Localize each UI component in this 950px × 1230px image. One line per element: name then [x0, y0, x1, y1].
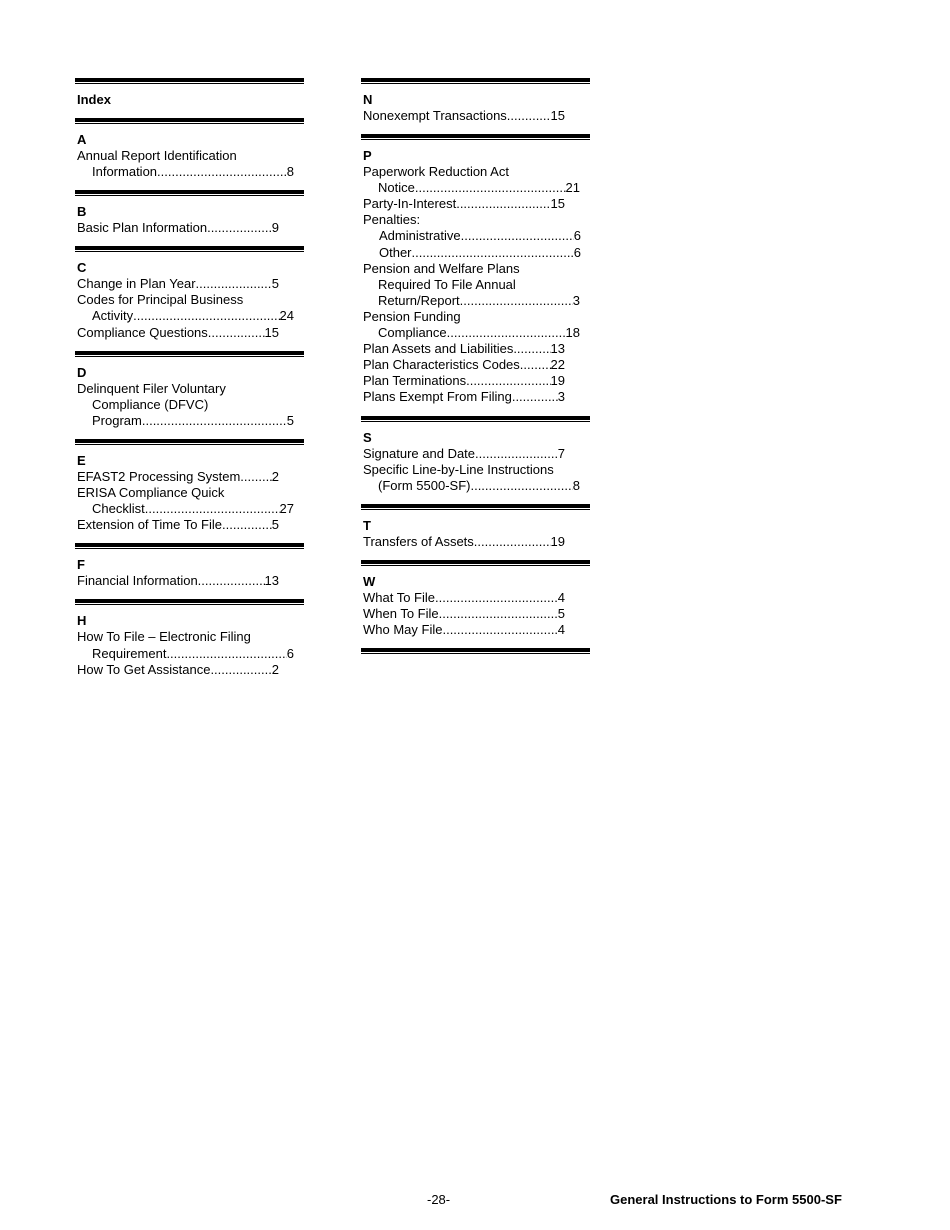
- dot-leader: [145, 501, 280, 517]
- page-ref: 6: [573, 244, 581, 260]
- page-ref: 5: [271, 517, 279, 533]
- entry-text: Transfers of Assets: [363, 533, 474, 549]
- index-section-b: [75, 196, 304, 246]
- page-ref: 4: [557, 622, 565, 638]
- index-entry: [77, 629, 302, 661]
- page-ref: 6: [573, 228, 581, 244]
- dot-leader: [470, 478, 572, 494]
- page-ref: 19: [550, 373, 565, 389]
- entry-text: Compliance: [378, 325, 447, 341]
- dot-leader: [460, 293, 573, 309]
- entry-text: Financial Information.: [77, 573, 202, 589]
- dot-leader: [461, 228, 574, 244]
- index-entry: [363, 606, 588, 622]
- entry-text: Pension Funding: [363, 308, 461, 324]
- page-ref: 19: [550, 533, 565, 549]
- section-rule: [361, 648, 590, 654]
- dot-leader: [157, 164, 287, 180]
- entry-text: Plan Assets and Liabilities: [363, 341, 514, 357]
- index-section-h: [75, 605, 304, 677]
- index-section-t: [361, 510, 590, 560]
- index-section-s: [361, 422, 590, 504]
- dot-leader: [475, 446, 558, 462]
- entry-text: Required To File Annual: [378, 276, 516, 292]
- dot-leader: [415, 180, 566, 196]
- page-ref: 22: [550, 357, 565, 373]
- page-ref: 15: [264, 324, 279, 340]
- entry-text: Change in Plan Year: [77, 276, 196, 292]
- index-title-section: [75, 84, 304, 118]
- dot-leader: [507, 108, 551, 124]
- entry-text: (Form 5500-SF): [378, 477, 471, 493]
- dot-leader: [240, 469, 271, 485]
- page-ref: 3: [572, 292, 580, 308]
- index-entry: [363, 357, 588, 373]
- entry-text: Paperwork Reduction Act: [363, 164, 509, 180]
- page-ref: 2: [271, 468, 279, 484]
- dot-leader: [442, 622, 557, 638]
- entry-text: Compliance (DFVC): [92, 396, 209, 412]
- page-ref: 9: [271, 220, 279, 236]
- index-left-column: [75, 78, 304, 678]
- index-entry: [363, 261, 588, 309]
- dot-leader: [520, 357, 551, 373]
- index-entry: [77, 325, 302, 341]
- section-letter: E: [77, 452, 86, 468]
- index-entry: [363, 373, 588, 389]
- index-section-w: [361, 566, 590, 648]
- index-entry: [77, 220, 302, 236]
- page-ref: 13: [550, 341, 565, 357]
- entry-text: Basic Plan Information: [77, 220, 208, 236]
- page-ref: 27: [279, 501, 294, 517]
- dot-leader: [210, 662, 271, 678]
- dot-leader: [208, 325, 265, 341]
- page-ref: 2: [271, 661, 279, 677]
- index-entry: [363, 389, 588, 405]
- index-entry: [77, 469, 302, 485]
- page-ref: 5: [286, 412, 294, 428]
- dot-leader: [222, 517, 272, 533]
- entry-text: Activity: [92, 308, 134, 324]
- index-entry: [363, 534, 588, 550]
- entry-text: Who May File: [363, 622, 443, 638]
- dot-leader: [412, 245, 574, 261]
- index-entry: [77, 573, 302, 589]
- page-ref: 8: [286, 164, 294, 180]
- index-entry: [363, 245, 588, 261]
- page-ref: 6: [286, 645, 294, 661]
- entry-text: Annual Report Identification: [77, 148, 237, 163]
- dot-leader: [466, 373, 550, 389]
- entry-text: Extension of Time To File: [77, 517, 222, 533]
- dot-leader: [166, 646, 286, 662]
- dot-leader: [474, 534, 551, 550]
- index-section-f: [75, 549, 304, 599]
- page-ref: 4: [557, 589, 565, 605]
- index-entry: [363, 622, 588, 638]
- section-letter: F: [77, 557, 85, 573]
- page-ref: 24: [279, 308, 294, 324]
- section-letter: B: [77, 204, 87, 220]
- document-title: General Instructions to Form 5500-SF: [610, 1192, 842, 1207]
- index-right-column: [361, 78, 590, 654]
- index-section-c: [75, 252, 304, 350]
- dot-leader: [145, 413, 286, 429]
- index-entry: [77, 662, 302, 678]
- dot-leader: [456, 196, 550, 212]
- section-letter: S: [363, 429, 372, 445]
- index-entry: [77, 517, 302, 533]
- page-ref: 13: [264, 573, 279, 589]
- section-letter: P: [363, 148, 372, 164]
- index-title: Index: [77, 92, 111, 107]
- entry-text: Delinquent Filer Voluntary: [77, 380, 226, 396]
- entry-text: EFAST2 Processing System: [77, 468, 241, 484]
- page-ref: 8: [572, 477, 580, 493]
- section-letter: D: [77, 364, 87, 380]
- section-letter: C: [77, 260, 87, 276]
- index-entry: [77, 148, 302, 180]
- index-entry: [363, 341, 588, 357]
- index-entry: [363, 164, 588, 196]
- entry-text: Return/Report: [378, 292, 460, 308]
- entry-text: Nonexempt Transactions: [363, 108, 507, 123]
- page-ref: 15: [550, 108, 565, 123]
- entry-text: How To Get Assistance: [77, 661, 211, 677]
- index-entry: [363, 462, 588, 494]
- index-section-n: [361, 84, 590, 134]
- entry-text: What To File: [363, 589, 436, 605]
- entry-text: How To File – Electronic Filing: [77, 629, 251, 645]
- index-entry: [363, 108, 588, 124]
- section-letter: W: [363, 573, 376, 589]
- page-ref: 21: [565, 180, 580, 196]
- page-ref: 5: [557, 605, 565, 621]
- entry-text: Program.: [92, 412, 146, 428]
- entry-text: Plans Exempt From Filing: [363, 389, 512, 405]
- index-entry: [363, 196, 588, 212]
- index-entry: [363, 590, 588, 606]
- page-number: -28-: [427, 1192, 451, 1207]
- index-entry: [77, 381, 302, 429]
- section-letter: H: [77, 613, 87, 629]
- entry-text: Checklist: [92, 501, 145, 517]
- entry-text: Party-In-Interest: [363, 196, 457, 212]
- entry-text: Information: [92, 164, 158, 180]
- entry-text: ERISA Compliance Quick: [77, 485, 225, 501]
- entry-text: Administrative: [379, 228, 461, 244]
- index-entry: [363, 228, 588, 244]
- page-ref: 5: [271, 276, 279, 292]
- entry-text: Signature and Date: [363, 445, 476, 461]
- index-entry: [363, 446, 588, 462]
- page-ref: 3: [557, 389, 565, 405]
- index-entry: [77, 276, 302, 292]
- entry-text: When To File: [363, 605, 439, 621]
- index-entry: [363, 212, 588, 228]
- dot-leader: [512, 389, 558, 405]
- index-entry: [363, 309, 588, 341]
- dot-leader: [207, 220, 272, 236]
- index-section-d: [75, 357, 304, 439]
- section-letter: N: [363, 92, 373, 107]
- index-section-e: [75, 445, 304, 543]
- page-ref: 15: [550, 196, 565, 212]
- index-section-p: [361, 140, 590, 415]
- section-letter: T: [363, 517, 371, 533]
- index-entry: [77, 485, 302, 517]
- dot-leader: [133, 308, 279, 324]
- dot-leader: [196, 276, 272, 292]
- entry-text: Penalties:: [363, 212, 421, 228]
- entry-text: Plan Terminations: [363, 373, 467, 389]
- entry-text: Compliance Questions: [77, 324, 208, 340]
- entry-text: Specific Line-by-Line Instructions: [363, 461, 554, 477]
- entry-text: Plan Characteristics Codes: [363, 357, 520, 373]
- dot-leader: [435, 590, 558, 606]
- dot-leader: [201, 573, 264, 589]
- entry-text: Notice: [378, 180, 415, 196]
- entry-text: Pension and Welfare Plans: [363, 260, 520, 276]
- entry-text: Codes for Principal Business: [77, 292, 244, 308]
- page-ref: 7: [557, 445, 565, 461]
- dot-leader: [439, 606, 558, 622]
- dot-leader: [447, 325, 566, 341]
- index-entry: [77, 292, 302, 324]
- entry-text: Requirement: [92, 645, 167, 661]
- page-ref: 18: [565, 325, 580, 341]
- section-letter: A: [77, 132, 87, 147]
- index-section-a: [75, 124, 304, 190]
- entry-text: Other: [379, 244, 412, 260]
- dot-leader: [513, 341, 550, 357]
